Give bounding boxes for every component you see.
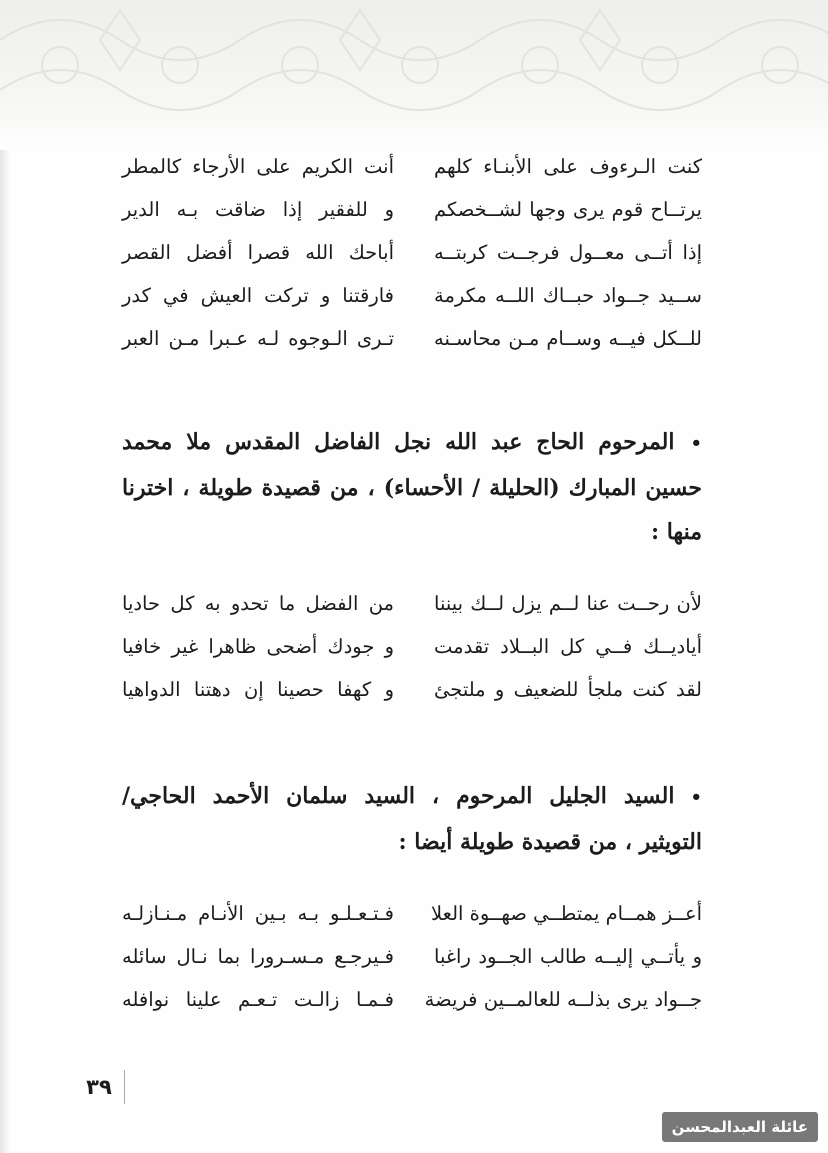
page-number-divider — [124, 1070, 125, 1104]
poet-introduction-text: السيد الجليل المرحوم ، السيد سلمان الأحمد الحاجي/ التويثير ، من قصيدة طويلة أيضا : — [122, 783, 702, 855]
verse-first-hemistich: لأن رحــت عنا لــم يزل لــك بيننا — [434, 592, 702, 615]
verse-second-hemistich: فـتـعـلـو بـه بـين الأنـام مـنـازلـه — [122, 902, 394, 925]
verse-first-hemistich: لقد كنت ملجأ للضعيف و ملتجئ — [434, 678, 702, 701]
arabesque-pattern-icon — [0, 0, 828, 150]
verse-row — [110, 274, 710, 317]
verse-row — [110, 892, 710, 935]
verse-second-hemistich: فـيرجـع مـسـرورا بما نـال سائله — [122, 945, 394, 968]
verse-row — [110, 978, 710, 1021]
verse-row — [110, 231, 710, 274]
verse-second-hemistich: فـمـا زالـت تـعـم علينا نوافله — [122, 988, 394, 1011]
verse-first-hemistich: ســيد جــواد حبــاك اللــه مكرمة — [434, 284, 702, 307]
verse-first-hemistich: أعــز همــام يمتطــي صهــوة العلا — [431, 902, 702, 925]
verse-first-hemistich: إذا أتــى معــول فرجــت كربتــه — [434, 241, 702, 264]
watermark-label: عائلة العبدالمحسن — [662, 1112, 818, 1142]
verse-second-hemistich: و جودك أضحى ظاهرا غير خافيا — [122, 635, 394, 658]
verse-row — [110, 625, 710, 668]
verse-second-hemistich: و للفقير إذا ضاقت بـه الدير — [122, 198, 394, 221]
verse-first-hemistich: و يأتــي إليــه طالب الجــود راغبا — [434, 945, 702, 968]
verse-row — [110, 188, 710, 231]
bullet-icon: • — [690, 433, 702, 454]
verse-row — [110, 582, 710, 625]
verse-second-hemistich: أنت الكريم على الأرجاء كالمطر — [122, 155, 394, 178]
poem-block — [110, 892, 710, 1021]
verse-row — [110, 668, 710, 711]
verse-first-hemistich: كنت الـرءوف على الأبنـاء كلهم — [434, 155, 702, 178]
page-number: ٣٩ — [86, 1075, 112, 1099]
verse-second-hemistich: أباحك الله قصرا أفضل القصر — [122, 241, 394, 264]
verse-row — [110, 317, 710, 360]
verse-first-hemistich: جــواد يرى بذلــه للعالمــين فريضة — [424, 988, 702, 1011]
poet-introduction-text: المرحوم الحاج عبد الله نجل الفاضل المقدس ملا محمد حسين المبارك (الحليلة / الأحساء) ، من قصيدة طويلة ، اخترنا منها : — [122, 429, 702, 545]
page-body — [110, 140, 710, 1021]
verse-second-hemistich: و كهفا حصينا إن دهتنا الدواهيا — [122, 678, 394, 701]
verse-first-hemistich: أياديــك فــي كل البــلاد تقدمت — [434, 635, 702, 658]
page-spine-shadow — [0, 0, 10, 1153]
verse-second-hemistich: تـرى الـوجوه لـه عـبرا مـن العبر — [122, 327, 394, 350]
bullet-icon: • — [690, 787, 702, 808]
verse-second-hemistich: فارقتنا و تركت العيش في كدر — [122, 284, 394, 307]
poet-introduction — [122, 774, 702, 864]
poem-block — [110, 145, 710, 360]
poem-block — [110, 582, 710, 711]
verse-second-hemistich: من الفضل ما تحدو به كل حاديا — [122, 592, 394, 615]
verse-row — [110, 145, 710, 188]
decorative-header-ornament — [0, 0, 828, 150]
verse-row — [110, 935, 710, 978]
verse-first-hemistich: يرتــاح قوم يرى وجها لشــخصكم — [434, 198, 702, 221]
verse-first-hemistich: للــكل فيــه وســام مـن محاسـنه — [434, 327, 702, 350]
poet-introduction — [122, 420, 702, 554]
